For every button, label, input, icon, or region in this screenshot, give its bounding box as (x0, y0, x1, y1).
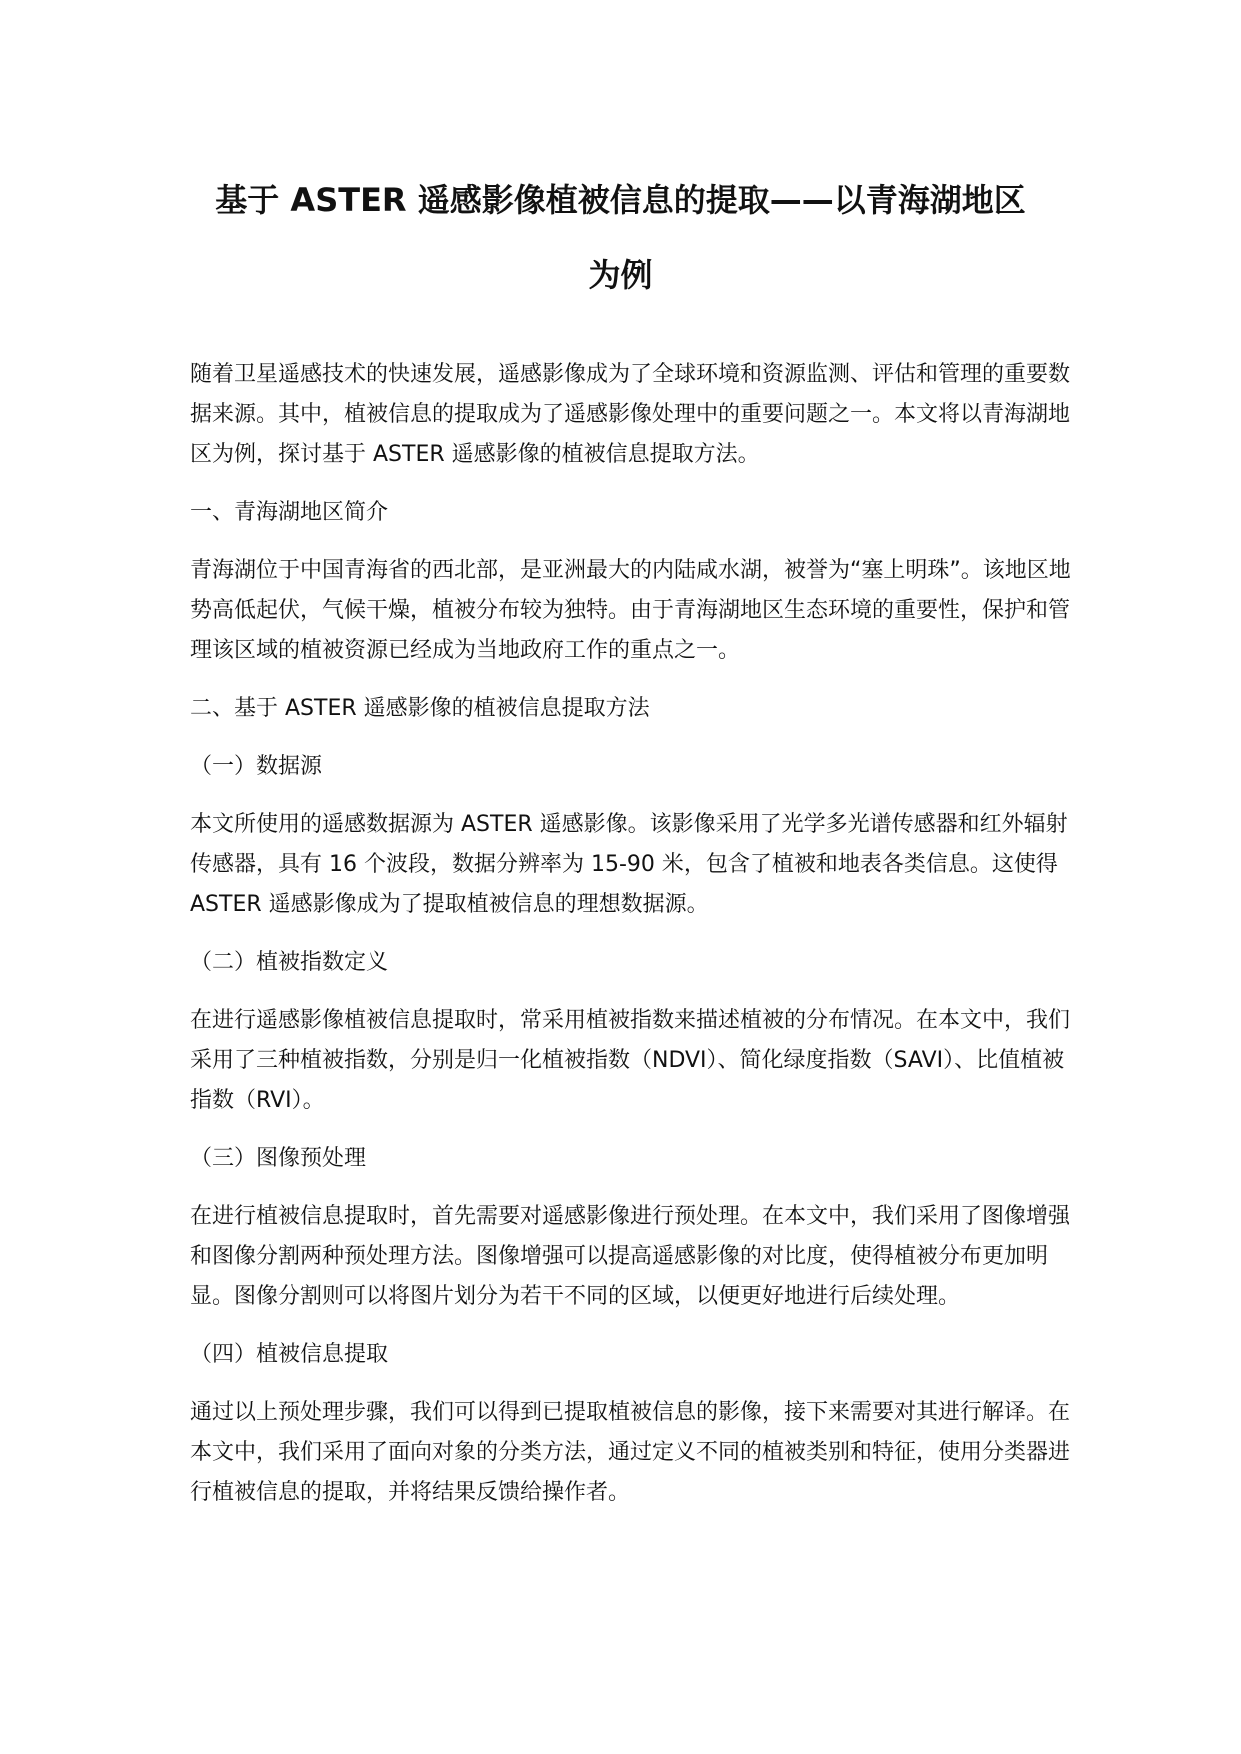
paragraph-extraction: 通过以上预处理步骤，我们可以得到已提取植被信息的影像，接下来需要对其进行解译。在本文中，我们采用了面向对象的分类方法，通过定义不同的植被类别和特征，使用分类器进行植被信息的提取，并将结果反馈给操作者。 (190, 1400, 1071, 1505)
document-title-line-2: 为例 (588, 256, 653, 294)
subsection-heading-preprocessing: （三）图像预处理 (190, 1146, 367, 1171)
paragraph-region-intro: 青海湖位于中国青海省的西北部，是亚洲最大的内陆咸水湖，被誉为“塞上明珠”。该地区地势高低起伏，气候干燥，植被分布较为独特。由于青海湖地区生态环境的重要性，保护和管理该区域的植被资源已经成为当地政府工作的重点之一。 (190, 558, 1071, 663)
subsection-heading-data-source: （一）数据源 (190, 754, 323, 779)
paragraph-vegetation-index: 在进行遥感影像植被信息提取时，常采用植被指数来描述植被的分布情况。在本文中，我们采用了三种植被指数，分别是归一化植被指数（NDVI）、简化绿度指数（SAVI）、比值植被指数（RVI）。 (190, 1008, 1071, 1113)
section-heading-1: 一、青海湖地区简介 (190, 500, 389, 525)
section-heading-2: 二、基于 ASTER 遥感影像的植被信息提取方法 (190, 696, 650, 721)
paragraph-preprocessing: 在进行植被信息提取时，首先需要对遥感影像进行预处理。在本文中，我们采用了图像增强和图像分割两种预处理方法。图像增强可以提高遥感影像的对比度，使得植被分布更加明显。图像分割则可以将图片划分为若干不同的区域，以便更好地进行后续处理。 (190, 1204, 1071, 1309)
document-title-line-1: 基于 ASTER 遥感影像植被信息的提取——以青海湖地区 (215, 181, 1026, 219)
subsection-heading-vegetation-index: （二）植被指数定义 (190, 950, 389, 975)
subsection-heading-extraction: （四）植被信息提取 (190, 1342, 389, 1367)
paragraph-data-source: 本文所使用的遥感数据源为 ASTER 遥感影像。该影像采用了光学多光谱传感器和红外辐射传感器，具有 16 个波段，数据分辨率为 15-90 米，包含了植被和地表各类信息。这使得 ASTER 遥感影像成为了提取植被信息的理想数据源。 (190, 812, 1068, 917)
document-body (190, 355, 1080, 1531)
paragraph-intro: 随着卫星遥感技术的快速发展，遥感影像成为了全球环境和资源监测、评估和管理的重要数据来源。其中，植被信息的提取成为了遥感影像处理中的重要问题之一。本文将以青海湖地区为例，探讨基于 ASTER 遥感影像的植被信息提取方法。 (190, 362, 1071, 467)
